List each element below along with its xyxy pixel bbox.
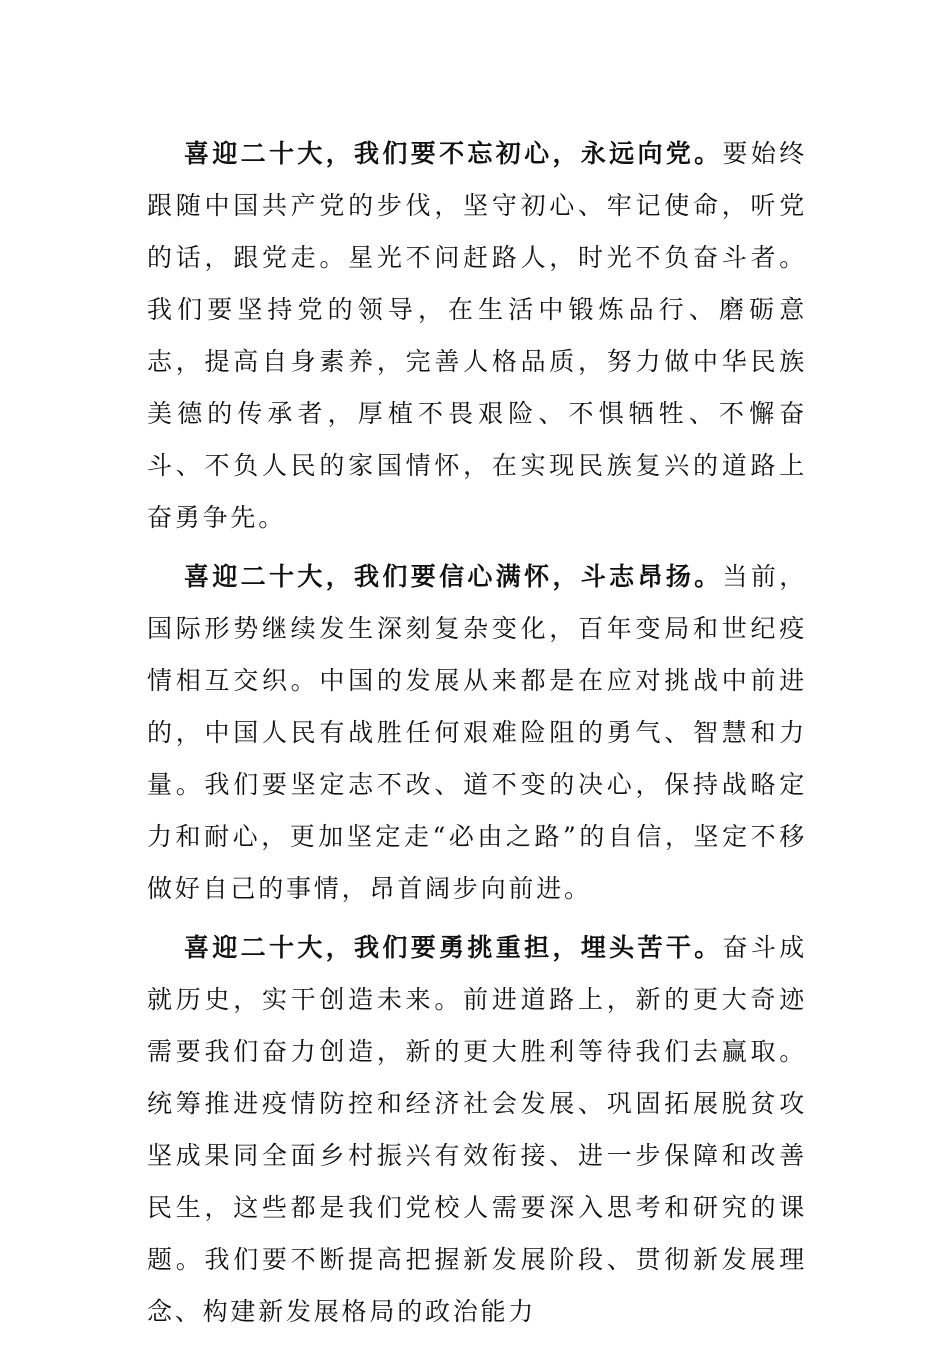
paragraph-2-heading: 喜迎二十大，我们要信心满怀，斗志昂扬。 [184,562,723,591]
paragraph-2-body: 当前，国际形势继续发生深刻复杂变化，百年变局和世纪疫情相互交织。中国的发展从来都是在应对挑战中前进的，中国人民有战胜任何艰难险阻的勇气、智慧和力量。我们要坚定志不改、道不变的决心，保持战略定力和耐心，更加坚定走“必由之路”的自信，坚定不移做好自己的事情，昂首阔步向前进。 [147,562,808,903]
paragraph-1 [147,128,807,544]
paragraph-1-body: 要始终跟随中国共产党的步伐，坚守初心、牢记使命，听党的话，跟党走。星光不问赶路人，时光不负奋斗者。我们要坚持党的领导，在生活中锻炼品行、磨砺意志，提高自身素养，完善人格品质，努力做中华民族美德的传承者，厚植不畏艰险、不惧牺牲、不懈奋斗、不负人民的家国情怀，在实现民族复兴的道路上奋勇争先。 [147,139,808,532]
paragraph-3-body: 奋斗成就历史，实干创造未来。前进道路上，新的更大奇迹需要我们奋力创造，新的更大胜利等待我们去赢取。统筹推进疫情防控和经济社会发展、巩固拓展脱贫攻坚成果同全面乡村振兴有效衔接、进一步保障和改善民生，这些都是我们党校人需要深入思考和研究的课题。我们要不断提高把握新发展阶段、贯彻新发展理念、构建新发展格局的政治能力 [147,933,808,1326]
document-page [147,128,807,1345]
paragraph-3-heading: 喜迎二十大，我们要勇挑重担，埋头苦干。 [184,933,723,962]
paragraph-3 [147,922,807,1338]
paragraph-1-heading: 喜迎二十大，我们要不忘初心，永远向党。 [184,139,723,168]
paragraph-2 [147,551,807,915]
